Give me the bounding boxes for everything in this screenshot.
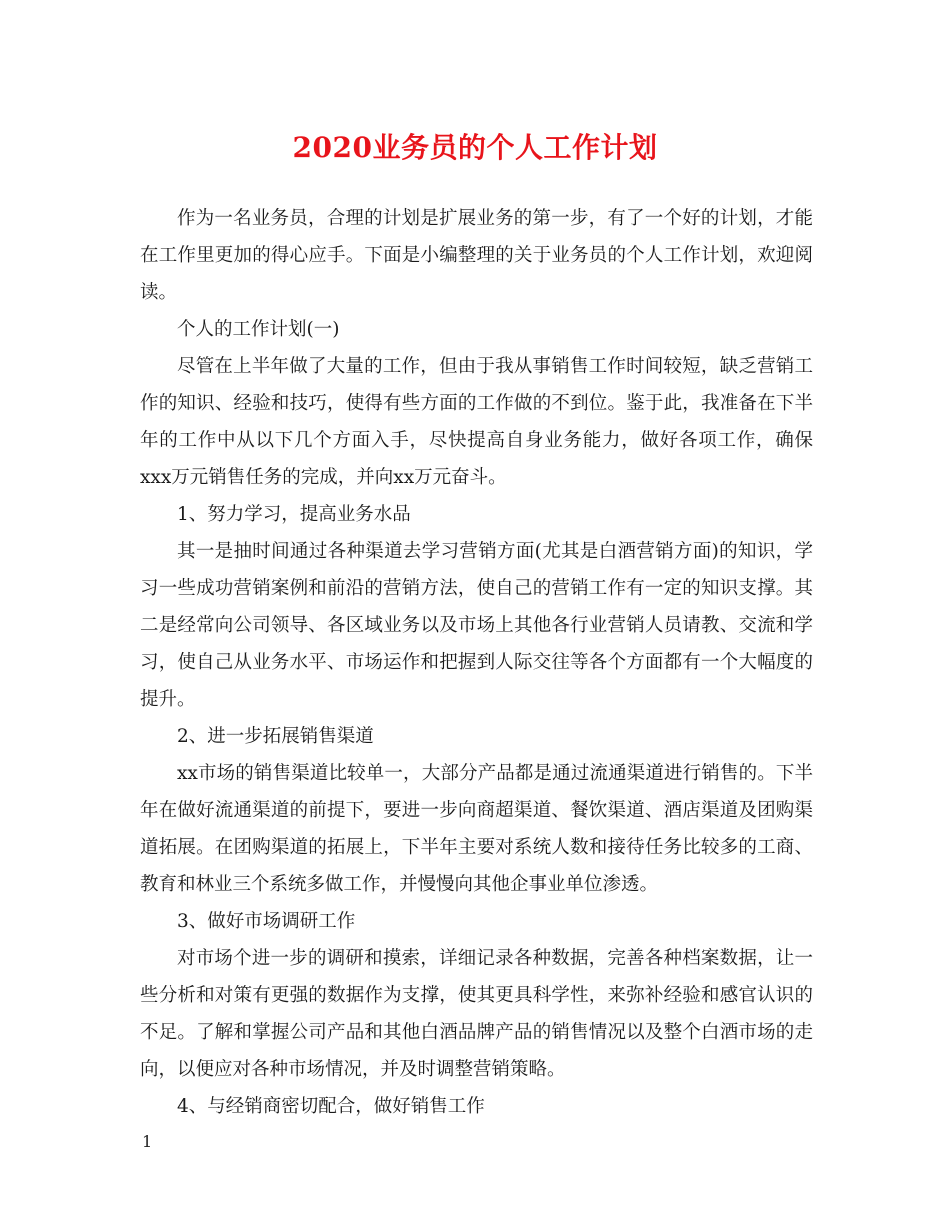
- body-paragraph: 尽管在上半年做了大量的工作，但由于我从事销售工作时间较短，缺乏营销工作的知识、经验和技巧，使得有些方面的工作做的不到位。鉴于此，我准备在下半年的工作中从以下几个方面入手，尽快提高自身业务能力，做好各项工作，确保xxx万元销售任务的完成，并向xx万元奋斗。: [140, 356, 813, 488]
- body-paragraph: 对市场个进一步的调研和摸索，详细记录各种数据，完善各种档案数据，让一些分析和对策有更强的数据作为支撑，使其更具科学性，来弥补经验和感官认识的不足。了解和掌握公司产品和其他白酒品牌产品的销售情况以及整个白酒市场的走向，以便应对各种市场情况，并及时调整营销策略。: [140, 948, 813, 1080]
- item-heading-4: 4、与经销商密切配合，做好销售工作: [177, 1096, 485, 1117]
- document-title: 2020业务员的个人工作计划: [292, 131, 658, 164]
- intro-paragraph: 作为一名业务员，合理的计划是扩展业务的第一步，有了一个好的计划，才能在工作里更加的得心应手。下面是小编整理的关于业务员的个人工作计划，欢迎阅读。: [140, 208, 813, 303]
- document-body: [140, 200, 813, 1125]
- item-heading-3: 3、做好市场调研工作: [177, 911, 356, 932]
- item-heading-2: 2、进一步拓展销售渠道: [177, 726, 374, 747]
- page-number: 1: [142, 1132, 153, 1151]
- body-paragraph: 其一是抽时间通过各种渠道去学习营销方面(尤其是白酒营销方面)的知识，学习一些成功营销案例和前沿的营销方法，使自己的营销工作有一定的知识支撑。其二是经常向公司领导、各区域业务以及市场上其他各行业营销人员请教、交流和学习，使自己从业务水平、市场运作和把握到人际交往等各个方面都有一个大幅度的提升。: [140, 541, 813, 710]
- item-heading-1: 1、努力学习，提高业务水品: [177, 504, 411, 525]
- section-heading-plan-one: 个人的工作计划(一): [177, 319, 340, 340]
- body-paragraph: xx市场的销售渠道比较单一，大部分产品都是通过流通渠道进行销售的。下半年在做好流通渠道的前提下，要进一步向商超渠道、餐饮渠道、酒店渠道及团购渠道拓展。在团购渠道的拓展上，下半年主要对系统人数和接待任务比较多的工商、教育和林业三个系统多做工作，并慢慢向其他企事业单位渗透。: [140, 763, 813, 895]
